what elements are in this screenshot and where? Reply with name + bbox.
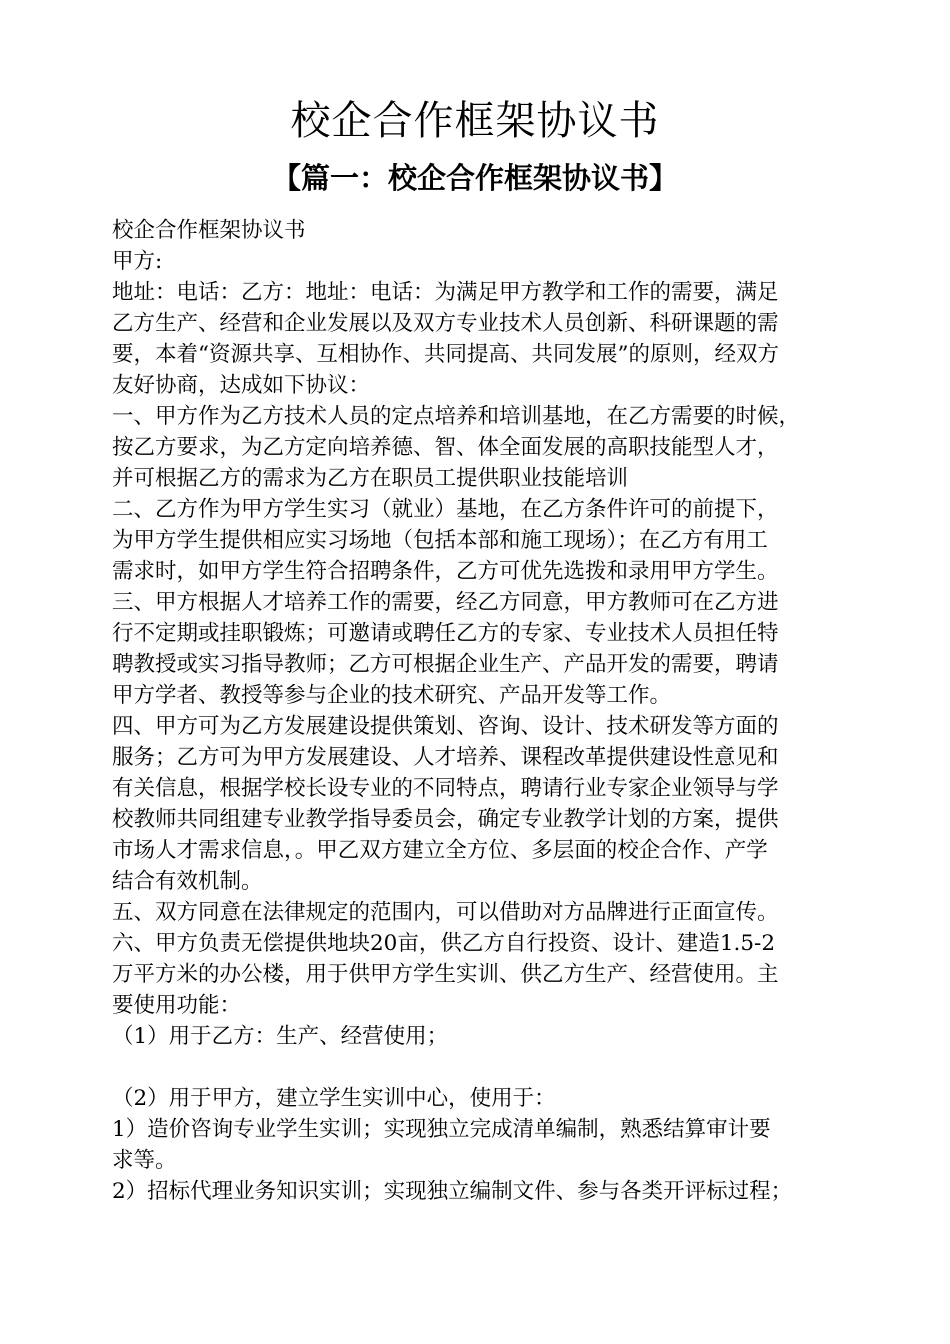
- document-subtitle: 【篇一：校企合作框架协议书】: [271, 161, 678, 195]
- body-line: 求等。: [112, 1148, 177, 1173]
- document-title: 校企合作框架协议书: [290, 98, 660, 144]
- body-line: 行不定期或挂职锻炼；可邀请或聘任乙方的专家、专业技术人员担任特: [112, 621, 779, 646]
- body-line: 为甲方学生提供相应实习场地（包括本部和施工现场）；在乙方有用工: [112, 528, 768, 553]
- body-line: 有关信息，根据学校长设专业的不同特点，聘请行业专家企业领导与学: [112, 776, 779, 801]
- document-body: [112, 215, 842, 1207]
- body-line: 五、双方同意在法律规定的范围内，可以借助对方品牌进行正面宣传。: [112, 900, 779, 925]
- body-line: 地址：电话：乙方：地址：电话：为满足甲方教学和工作的需要，满足: [112, 280, 779, 305]
- body-line: 要使用功能：: [112, 993, 242, 1018]
- body-line: 友好协商，达成如下协议：: [112, 373, 371, 398]
- body-line: 要，本着“资源共享、互相协作、共同提高、共同发展”的原则，经双方: [112, 342, 779, 367]
- body-line: 服务；乙方可为甲方发展建设、人才培养、课程改革提供建设性意见和: [112, 745, 779, 770]
- body-line: 1）造价咨询专业学生实训；实现独立完成清单编制，熟悉结算审计要: [112, 1117, 771, 1142]
- body-line: （1）用于乙方：生产、经营使用；: [112, 1024, 449, 1049]
- body-line: 一、甲方作为乙方技术人员的定点培养和培训基地，在乙方需要的时候，: [112, 404, 801, 429]
- body-line: 校教师共同组建专业教学指导委员会，确定专业教学计划的方案，提供: [112, 807, 779, 832]
- body-line: 四、甲方可为乙方发展建设提供策划、咨询、设计、技术研发等方面的: [112, 714, 779, 739]
- body-line: 甲方:: [112, 249, 163, 274]
- body-line: 万平方米的办公楼，用于供甲方学生实训、供乙方生产、经营使用。主: [112, 962, 779, 987]
- body-line: 乙方生产、经营和企业发展以及双方专业技术人员创新、科研课题的需: [112, 311, 779, 336]
- body-line: 六、甲方负责无偿提供地块20亩，供乙方自行投资、设计、建造1.5-2: [112, 931, 775, 956]
- body-line: 三、甲方根据人才培养工作的需要，经乙方同意，甲方教师可在乙方进: [112, 590, 779, 615]
- body-line: 按乙方要求，为乙方定向培养德、智、体全面发展的高职技能型人才，: [112, 435, 779, 460]
- body-line: 甲方学者、教授等参与企业的技术研究、产品开发等工作。: [112, 683, 672, 708]
- body-line: 并可根据乙方的需求为乙方在职员工提供职业技能培训: [112, 466, 629, 491]
- body-line: （2）用于甲方，建立学生实训中心，使用于：: [112, 1086, 556, 1111]
- body-line: 聘教授或实习指导教师；乙方可根据企业生产、产品开发的需要，聘请: [112, 652, 779, 677]
- body-line: 2）招标代理业务知识实训；实现独立编制文件、参与各类开评标过程；: [112, 1179, 793, 1204]
- body-line: [112, 1052, 842, 1083]
- body-line: 校企合作框架协议书: [112, 218, 306, 243]
- body-line: 需求时，如甲方学生符合招聘条件，乙方可优先选拨和录用甲方学生。: [112, 559, 779, 584]
- body-line: 二、乙方作为甲方学生实习（就业）基地，在乙方条件许可的前提下，: [112, 497, 779, 522]
- body-line: 市场人才需求信息，。甲乙双方建立全方位、多层面的校企合作、产学: [112, 838, 768, 863]
- body-line: 结合有效机制。: [112, 869, 263, 894]
